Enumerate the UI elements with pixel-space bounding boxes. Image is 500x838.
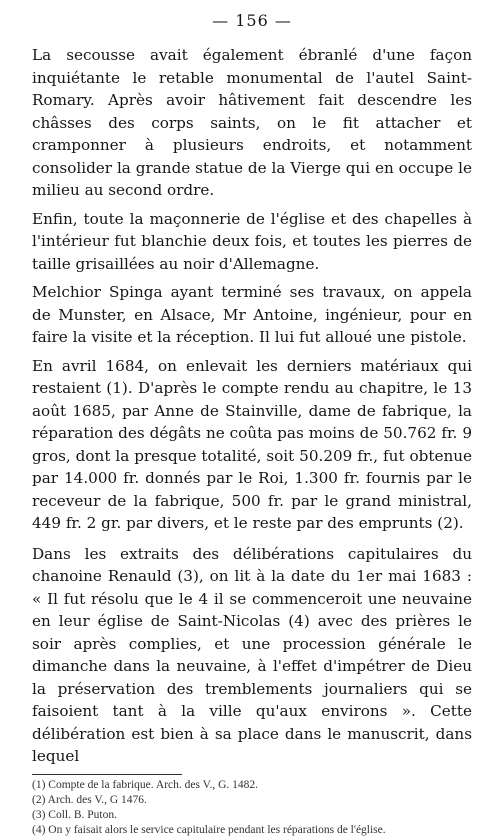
footnote-3: (3) Coll. B. Puton. bbox=[32, 808, 117, 821]
footnote-2: (2) Arch. des V., G 1476. bbox=[32, 793, 147, 806]
footnote-divider bbox=[32, 774, 182, 775]
paragraph-deliberations: Dans les extraits des délibérations capitulaires du chanoine Renauld (3), on lit à la date du 1er mai 1683 : « Il fut résolu que le 4 il se commenceroit une neuvaine en leur église de Saint-Nicolas (4) avec des prières le soir après complies, et une procession générale le dimanche dans la neuvaine, à l'effet d'impétrer de Dieu la préservation des tremblements journaliers qui se faisoient tant à la ville qu'aux environs ». Cette délibération est bien à sa place dans le manuscrit, dans lequel bbox=[32, 544, 472, 765]
paragraph-maconnerie: Enfin, toute la maçonnerie de l'église et des chapelles à l'intérieur fut blanchie deux fois, et toutes les pierres de taille grisaillées au noir d'Allemagne. bbox=[32, 209, 472, 273]
page-number: — 156 — bbox=[212, 11, 292, 30]
footnotes bbox=[32, 778, 472, 838]
paragraph-spinga: Melchior Spinga ayant terminé ses travaux, on appela de Munster, en Alsace, Mr Antoine, ingénieur, pour en faire la visite et la réception. Il lui fut alloué une pistole. bbox=[32, 283, 472, 346]
footnote-1: (1) Compte de la fabrique. Arch. des V., G. 1482. bbox=[32, 778, 259, 791]
footnote-4: (4) On y faisait alors le service capitulaire pendant les réparations de l'église. bbox=[32, 823, 386, 836]
paragraph-retable: La secousse avait également ébranlé d'une façon inquiétante le retable monumental de l'autel Saint-Romary. Après avoir hâtivement fait descendre les châsses des corps saints, on le fit attacher et cramponner à plusieurs endroits, et notamment consolider la grande statue de la Vierge qui en occupe le milieu au second ordre. bbox=[32, 46, 472, 199]
paragraph-avril-1684: En avril 1684, on enlevait les derniers matériaux qui restaient (1). D'après le compte rendu au chapitre, le 13 août 1685, par Anne de Stainville, dame de fabrique, la réparation des dégâts ne coûta pas moins de 50.762 fr. 9 gros, dont la presque totalité, soit 50.209 fr., fut obtenue par 14.000 fr. donnés par le Roi, 1.300 fr. fournis par le receveur de la fabrique, 500 fr. par le grand ministral, 449 fr. 2 gr. par divers, et le reste par des emprunts (2). bbox=[32, 356, 472, 532]
